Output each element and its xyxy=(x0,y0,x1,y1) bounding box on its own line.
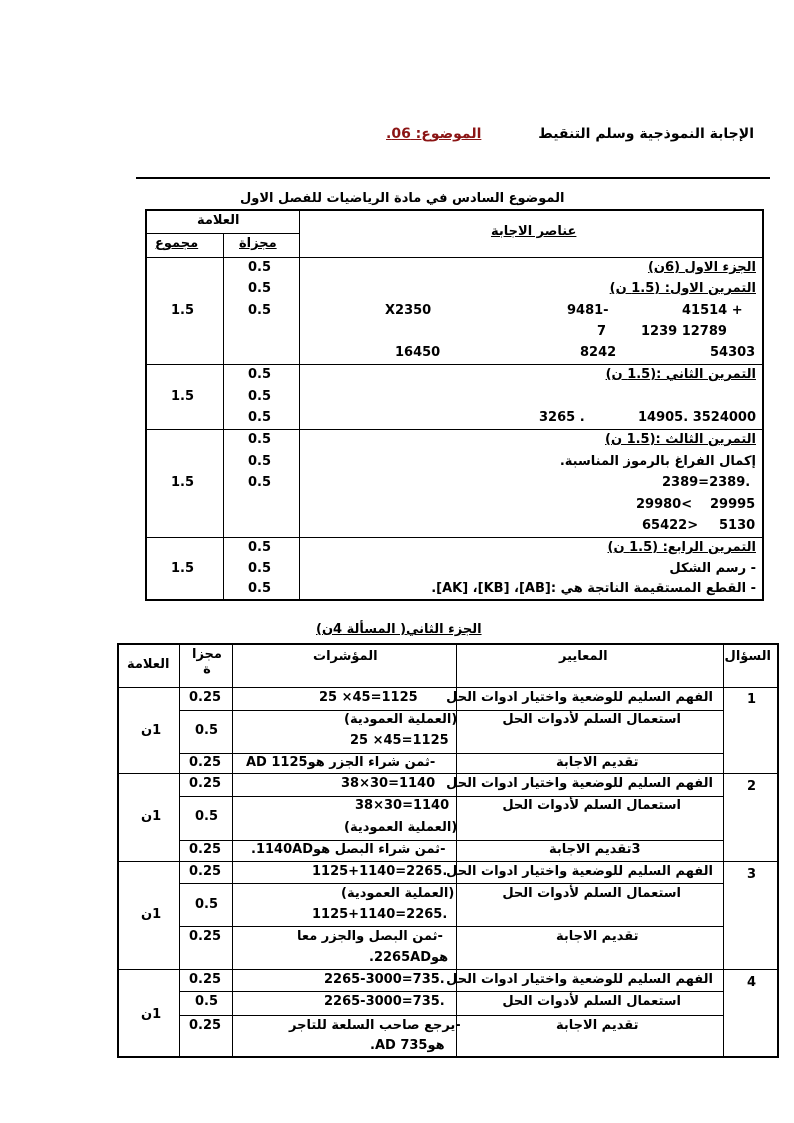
q4-indicator-3a: -يرجع صاحب السلعة للتاجر xyxy=(289,1018,461,1033)
ex1-mark: 0.5 xyxy=(248,281,272,296)
answer-key-title: الإجابة النموذجية وسلم التنقيط xyxy=(538,126,754,142)
q3-indicator-2a: (العملية العمودية) xyxy=(341,886,455,901)
ex2-title: التمرين الثاني :(1.5 ن) xyxy=(605,367,756,382)
ex1-title: التمرين الاول: (1.5 ن) xyxy=(609,281,756,296)
ex1-line3-a: 54303 xyxy=(710,345,756,360)
ex4-mark: 0.5 xyxy=(248,581,272,596)
header-total: مجموع xyxy=(155,236,199,251)
q4-indicator-1: 2265-3000=735. xyxy=(324,972,445,987)
q2-indicator-2b: (العملية العمودية) xyxy=(344,820,458,835)
q1-mark-2: 0.5 xyxy=(195,723,219,738)
ex1-line1-b: 9481- xyxy=(567,303,609,318)
ex2-line1-a: 14905. 3524000 xyxy=(638,410,757,425)
ex2-mark: 0.5 xyxy=(248,410,272,425)
q3-indicator-1: 1125+1140=2265. xyxy=(312,864,448,879)
header-mark: العلامة xyxy=(197,213,240,228)
q1-criterion-2: استعمال السلم لأدوات الحل xyxy=(502,712,681,727)
ex2-line1-b: 3265 . xyxy=(539,410,585,425)
ex4-mark: 0.5 xyxy=(248,540,272,555)
ex4-line1: - رسم الشكل xyxy=(669,561,756,576)
section-title: الجزء الاول (6ن) xyxy=(647,260,756,275)
ex3-mark: 0.5 xyxy=(248,454,272,469)
header-indicators: المؤشرات xyxy=(313,649,378,664)
part1-table xyxy=(145,209,764,601)
ex3-title: التمرين الثالث :(1.5 ن) xyxy=(605,432,756,447)
header-criteria: المعايير xyxy=(559,649,608,664)
q2-mark-2: 0.5 xyxy=(195,809,219,824)
q3-indicator-3a: -ثمن البصل والجزر معا xyxy=(297,929,443,944)
ex3-line2: 2389=2389. xyxy=(662,475,751,490)
q4-total: 1ن xyxy=(141,1007,162,1022)
q1-criterion-3: تقديم الاجابة xyxy=(556,755,639,770)
q3-indicator-3b: هو2265AD. xyxy=(369,950,449,965)
ex3-total: 1.5 xyxy=(171,475,195,490)
part1-caption: الموضوع السادس في مادة الرياضيات للفصل الاول xyxy=(240,191,565,206)
q3-criterion-1: الفهم السليم للوضعية واختيار ادوات الحل xyxy=(446,864,713,879)
ex3-line1: إكمال الفراغ بالرموز المناسبة. xyxy=(559,454,756,469)
header-mark: العلامة xyxy=(127,657,170,672)
q1-total: 1ن xyxy=(141,723,162,738)
ex1-mark: 0.5 xyxy=(248,303,272,318)
q2-total: 1ن xyxy=(141,809,162,824)
topic-label: الموضوع: 06. xyxy=(386,126,482,142)
q3-mark-1: 0.25 xyxy=(189,864,222,879)
q4-criterion-3: تقديم الاجابة xyxy=(556,1018,639,1033)
ex2-mark: 0.5 xyxy=(248,367,272,382)
header-part: مجزاة xyxy=(239,236,277,251)
header-answer: عناصر الاجابة xyxy=(491,224,577,239)
q1-mark-1: 0.25 xyxy=(189,690,222,705)
q2-mark-3: 0.25 xyxy=(189,842,222,857)
q2-number: 2 xyxy=(747,779,757,794)
header-rule xyxy=(136,177,770,179)
ex3-line4-a: 5130 xyxy=(719,518,756,533)
q2-mark-1: 0.25 xyxy=(189,776,222,791)
q2-indicator-2a: 38×30=1140 xyxy=(355,798,450,813)
q3-mark-3: 0.25 xyxy=(189,929,222,944)
q1-number: 1 xyxy=(747,692,757,707)
q3-criterion-3: تقديم الاجابة xyxy=(556,929,639,944)
q1-mark-3: 0.25 xyxy=(189,755,222,770)
ex1-line2-b: 7 xyxy=(597,324,607,339)
q1-indicator-2b: 25 ×45=1125 xyxy=(350,733,449,748)
q1-indicator-3: -ثمن شراء الجزر هو1125 AD xyxy=(246,755,436,770)
q4-indicator-3b: هو735 AD. xyxy=(370,1038,445,1053)
ex3-line4-b: 65422> xyxy=(642,518,699,533)
ex1-line3-b: 8242 xyxy=(580,345,617,360)
ex3-line3-b: 29980< xyxy=(636,497,693,512)
q3-number: 3 xyxy=(747,867,757,882)
ex2-total: 1.5 xyxy=(171,389,195,404)
ex1-mark: 0.5 xyxy=(248,260,272,275)
ex4-mark: 0.5 xyxy=(248,561,272,576)
header-part: مجزا ة xyxy=(192,647,222,677)
q4-number: 4 xyxy=(747,975,757,990)
q1-indicator-1: 25 ×45=1125 xyxy=(319,690,418,705)
q3-indicator-2b: 1125+1140=2265. xyxy=(312,907,448,922)
part2-table xyxy=(117,643,779,1058)
q4-indicator-2: 2265-3000=735. xyxy=(324,994,445,1009)
q3-mark-2: 0.5 xyxy=(195,897,219,912)
q1-criterion-1: الفهم السليم للوضعية واختيار ادوات الحل xyxy=(446,690,713,705)
q4-mark-3: 0.25 xyxy=(189,1018,222,1033)
q4-criterion-1: الفهم السليم للوضعية واختيار ادوات الحل xyxy=(446,972,713,987)
ex1-line1-c: X2350 xyxy=(385,303,432,318)
q4-mark-2: 0.5 xyxy=(195,994,219,1009)
ex3-line3-a: 29995 xyxy=(710,497,756,512)
q2-indicator-1: 38×30=1140 xyxy=(341,776,436,791)
ex4-line2: - القطع المستقيمة الناتجة هي :[AB]، [KB]، [AK]. xyxy=(431,581,756,596)
ex2-mark: 0.5 xyxy=(248,389,272,404)
q3-criterion-2: استعمال السلم لأدوات الحل xyxy=(502,886,681,901)
ex1-line3-c: 16450 xyxy=(395,345,441,360)
ex1-line2-a: 1239 12789 xyxy=(641,324,727,339)
ex1-line1-a: 41514 + xyxy=(682,303,743,318)
q4-mark-1: 0.25 xyxy=(189,972,222,987)
q2-criterion-2: استعمال السلم لأدوات الحل xyxy=(502,798,681,813)
q2-criterion-3: 3تقديم الاجابة xyxy=(549,842,641,857)
header-question: السؤال xyxy=(724,649,771,664)
q3-total: 1ن xyxy=(141,907,162,922)
q2-criterion-1: الفهم السليم للوضعية واختيار ادوات الحل xyxy=(446,776,713,791)
q1-indicator-2a: (العملية العمودية) xyxy=(344,712,458,727)
ex1-total: 1.5 xyxy=(171,303,195,318)
q2-indicator-3: -ثمن شراء البصل هو1140AD. xyxy=(251,842,446,857)
ex4-title: التمرين الرابع: (1.5 ن) xyxy=(607,540,756,555)
ex3-mark: 0.5 xyxy=(248,475,272,490)
part2-caption: الجزء الثاني( المسألة 4ن) xyxy=(316,622,482,637)
q4-criterion-2: استعمال السلم لأدوات الحل xyxy=(502,994,681,1009)
ex4-total: 1.5 xyxy=(171,561,195,576)
ex3-mark: 0.5 xyxy=(248,432,272,447)
